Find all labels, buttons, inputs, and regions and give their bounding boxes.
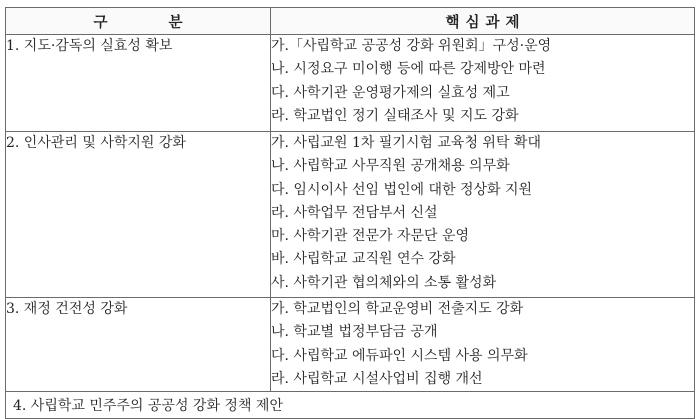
task-item: 라. 사립학교 시설사업비 집행 개선 bbox=[271, 370, 483, 387]
task-item: 가.「사립학교 공공성 강화 위원회」구성·운영 bbox=[271, 38, 552, 54]
tasks-cell bbox=[271, 298, 695, 392]
table-row bbox=[6, 298, 695, 392]
task-item: 라. 학교법인 정기 실태조사 및 지도 강화 bbox=[271, 107, 519, 124]
task-item: 마. 사학기관 전문가 자문단 운영 bbox=[271, 228, 470, 245]
table-row bbox=[6, 132, 695, 298]
task-item: 나. 사립학교 사무직원 공개채용 의무화 bbox=[271, 158, 510, 175]
task-item: 가. 사립교원 1차 필기시험 교육청 위탁 확대 bbox=[271, 135, 541, 151]
category-cell: 1. 지도·감독의 실효성 확보 bbox=[6, 35, 271, 132]
task-item: 사. 사학기관 협의체와의 소통 활성화 bbox=[271, 274, 497, 291]
task-item: 다. 사학기관 운영평가제의 실효성 제고 bbox=[271, 84, 510, 101]
category-cell: 3. 재정 건전성 강화 bbox=[6, 298, 271, 392]
policy-table bbox=[5, 7, 695, 419]
task-item: 가. 학교법인의 학교운영비 전출지도 강화 bbox=[271, 301, 524, 317]
task-item: 다. 임시이사 선임 법인에 대한 정상화 지원 bbox=[271, 181, 533, 198]
policy-proposal-cell: 4. 사립학교 민주주의 공공성 강화 정책 제안 bbox=[6, 392, 695, 419]
category-cell: 2. 인사관리 및 사학지원 강화 bbox=[6, 132, 271, 298]
table-row bbox=[6, 35, 695, 132]
tasks-column-header: 핵심과제 bbox=[271, 8, 695, 35]
task-item: 바. 사립학교 교직원 연수 강화 bbox=[271, 251, 456, 268]
tasks-cell bbox=[271, 35, 695, 132]
tasks-cell bbox=[271, 132, 695, 298]
table-header-row bbox=[6, 8, 695, 35]
table-footer-row bbox=[6, 392, 695, 419]
task-item: 나. 시정요구 미이행 등에 따른 강제방안 마련 bbox=[271, 61, 546, 78]
task-item: 나. 학교별 법정부담금 공개 bbox=[271, 324, 438, 341]
task-item: 라. 사학업무 전담부서 신설 bbox=[271, 204, 438, 221]
category-column-header: 구 분 bbox=[6, 8, 271, 35]
task-item: 다. 사립학교 에듀파인 시스템 사용 의무화 bbox=[271, 347, 528, 364]
